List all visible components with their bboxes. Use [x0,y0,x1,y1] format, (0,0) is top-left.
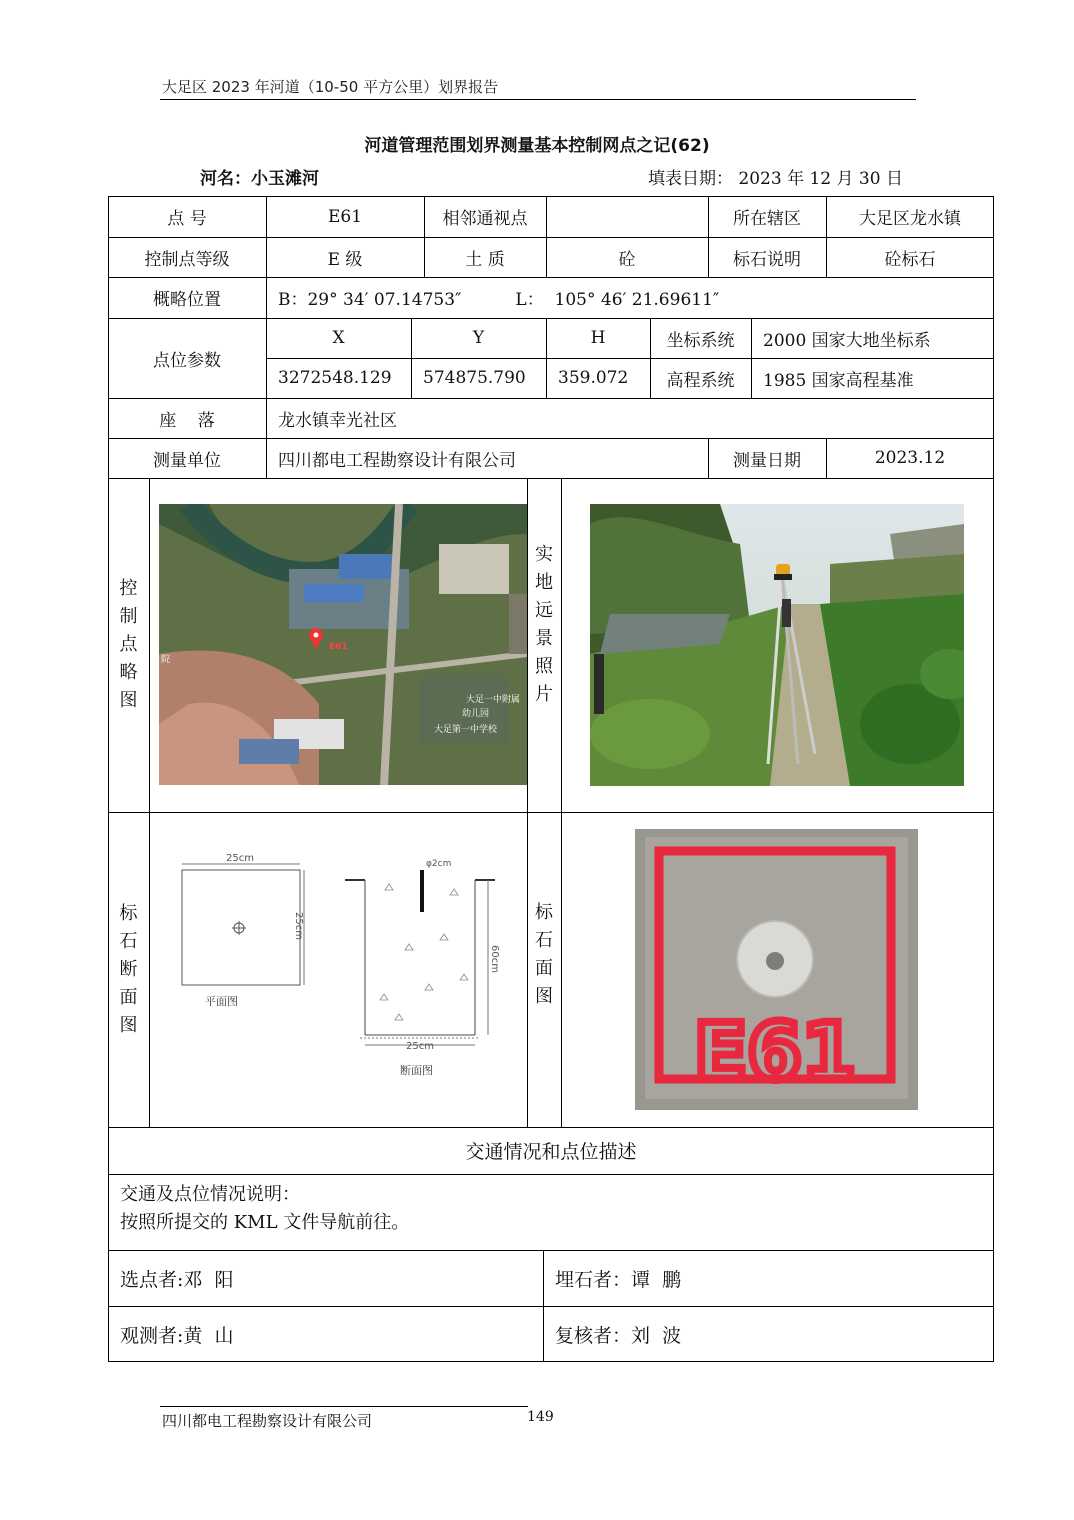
observer: 观测者:黄 山 [120,1324,234,1347]
survey-unit-label: 测量单位 [153,450,221,471]
section-diameter-label: φ2cm [426,859,452,869]
section-diagram-label: 标石断面图 [119,902,138,1036]
map-school-label: 大足第一中学校 [434,725,498,735]
point-number-value: E61 [327,206,363,227]
stone-marking: E61 [694,1008,856,1098]
plan-height-label: 25cm [293,912,304,940]
footer-company: 四川都电工程勘察设计有限公司 [162,1412,373,1430]
map-kindergarten-label: 大足一中附属 [466,695,521,705]
river-name: 河名：小玉滩河 [200,169,319,189]
survey-date-value: 2023.12 [874,448,946,468]
traffic-description: 按照所提交的 KML 文件导航前往。 [120,1212,410,1233]
stone-desc-value: 砼标石 [884,249,936,270]
soil-label: 土 质 [465,249,505,270]
height-system-label: 高程系统 [666,370,735,391]
section-width-label: 25cm [406,1041,434,1052]
coord-system-label: 坐标系统 [666,330,735,351]
survey-date-label: 测量日期 [733,450,801,471]
plan-width-label: 25cm [226,853,254,864]
map-kindergarten-label-2: 幼儿园 [462,709,490,719]
district-label: 所在辖区 [733,209,801,229]
h-header: H [590,328,606,348]
stone-desc-label: 标石说明 [733,249,801,270]
face-diagram-label: 标石面图 [535,901,553,1007]
traffic-description-label: 交通及点位情况说明： [120,1184,300,1205]
page-number: 149 [527,1409,554,1425]
site-selector: 选点者:邓 阳 [120,1268,234,1291]
reviewer: 复核者：刘 波 [555,1324,682,1347]
satellite-map [159,504,527,785]
params-label: 点位参数 [153,350,221,371]
plan-view-caption: 平面图 [205,995,238,1008]
stone-face-photo [635,829,918,1110]
x-header: X [332,328,345,348]
section-view-caption: 断面图 [400,1064,433,1077]
soil-value: 砼 [618,249,636,270]
x-value: 3272548.129 [278,368,392,388]
y-header: Y [472,328,485,348]
map-edge-label: 院 [161,655,171,665]
fill-date: 填表日期： 2023 年 12 月 30 日 [648,169,903,189]
page-header: 大足区 2023 年河道（10-50 平方公里）划界报告 [162,78,499,96]
adjacent-point-value [546,196,708,237]
point-number-label: 点 号 [167,209,207,229]
district-value: 大足区龙水镇 [859,209,961,229]
footer-rule [160,1406,528,1407]
h-value: 359.072 [558,368,629,388]
adjacent-point-label: 相邻通视点 [442,209,528,229]
document-title: 河道管理范围划界测量基本控制网点之记(62) [364,136,710,156]
header-rule [160,99,916,100]
grade-value: E 级 [327,249,363,270]
y-value: 574875.790 [423,368,526,388]
stone-section-drawing [170,850,520,1080]
map-point-label: E61 [329,642,348,652]
section-height-label: 60cm [489,945,500,973]
survey-unit-value: 四川都电工程勘察设计有限公司 [278,450,516,471]
coord-system-value: 2000 国家大地坐标系 [763,330,931,351]
location-label: 座 落 [159,410,215,431]
height-system-value: 1985 国家高程基准 [763,370,914,391]
traffic-header: 交通情况和点位描述 [465,1141,637,1163]
grade-label: 控制点等级 [144,249,230,270]
stone-burier: 埋石者：谭 鹏 [555,1268,682,1291]
approx-position-value: B：29° 34′ 07.14753″ L： 105° 46′ 21.69611″ [278,290,720,310]
approx-position-label: 概略位置 [153,290,221,310]
sketch-label: 控制点略图 [119,578,138,711]
photo-label: 实地远景照片 [535,544,553,705]
site-photo [590,504,964,786]
location-value: 龙水镇幸光社区 [278,410,397,431]
